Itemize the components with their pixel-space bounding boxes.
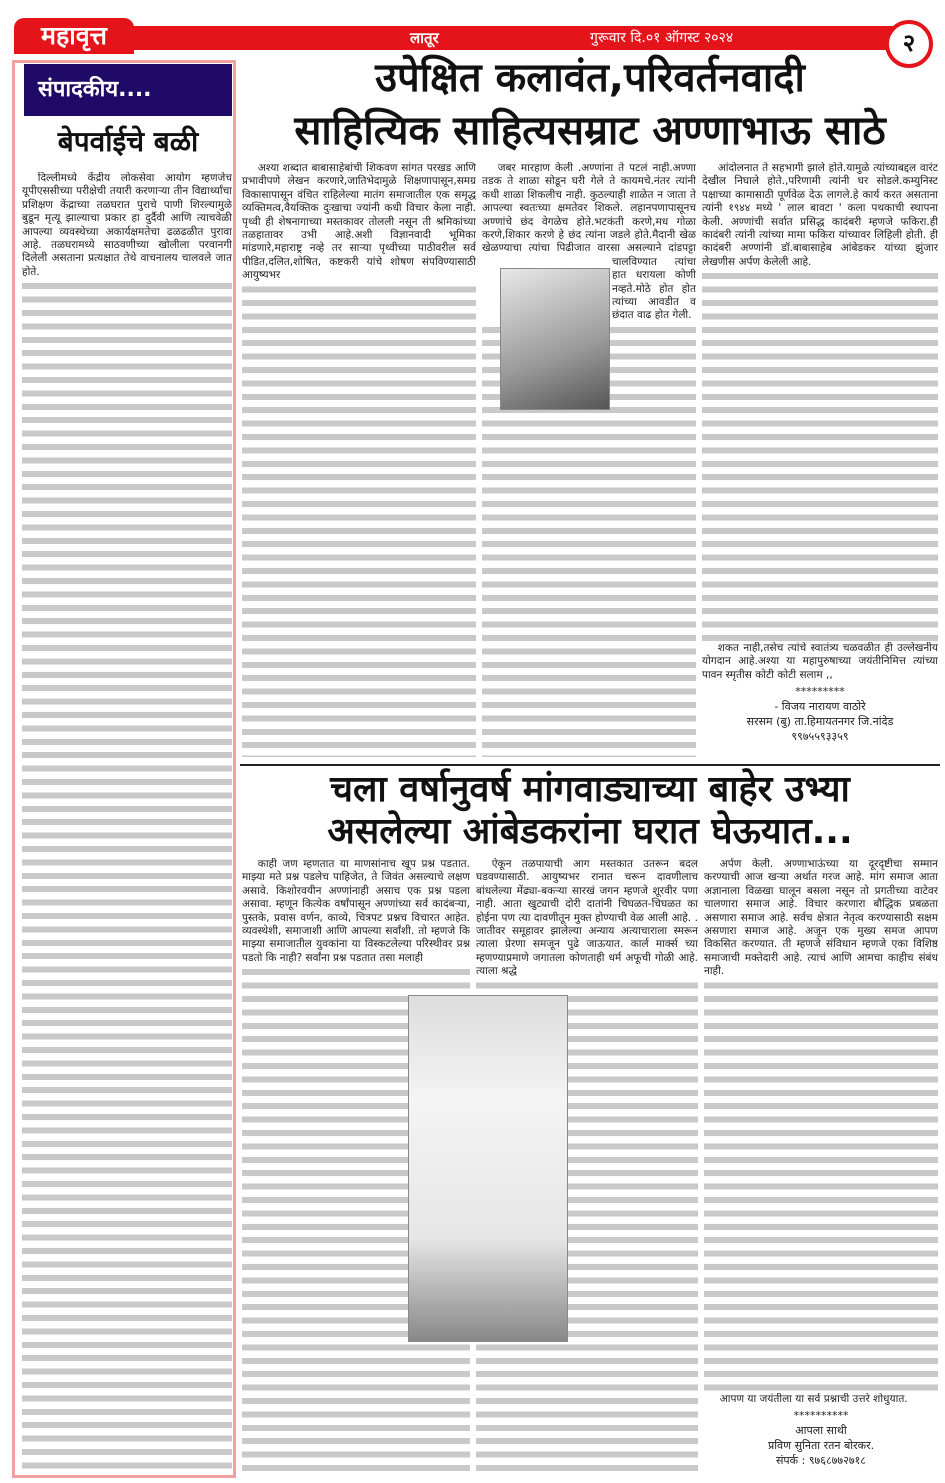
article1-headline-line1: उपेक्षित कलावंत,परिवर्तनवादी	[375, 55, 805, 101]
author-name: - विजय नारायण वाठोरे	[774, 700, 866, 713]
article2-text: अर्पण केली. अण्णाभाऊंच्या या दूरदृष्टीचा सम्मान करण्याची आज खऱ्या अर्थात गरज आहे. मांग समाज आता अज्ञानाला विळखा घालून बसला नसून तो प्रगतीच्या वाटेवर चालणारा समाज आहे. विचार करणारा बौद्धिक प्रबळता असणारा समाज आहे. सर्वच क्षेत्रात नेतृत्व करण्यासाठी सक्षम असणारा समाज आहे. अजून एक मुख्य समज आपण विकसित करण्यात. ती म्हणजे संविधान म्हणजे एका विशिष्ठ समाजाची मक्तेदारी आहे. त्याचं आणि आमचा काहीच संबंध नाही.	[704, 858, 938, 978]
article1-text: आंदोलनात ते सहभागी झाले होते.यामुळे त्यांच्याबद्दल वारंट देखील निघाले होते.,परिणामी त्यांनी घर सोडले.कम्युनिस्ट पक्षाच्या कामासाठी पूर्णवेळ देऊ लागले.हे कार्य करत असताना त्यांनी १९४४ मध्ये ' लाल बावटा ' कला पथकाची स्थापना केली. अण्णांची सर्वात प्रसिद्ध कादंबरी म्हणजे फकिरा.ही कादंबरी त्यांनी त्यांच्या मामा फकिरा यांच्यावर लिहिली होती. ही कादंबरी अण्णांनी डॉ.बाबासाहेब आंबेडकर यांच्या झुंजार लेखणीस अर्पण केलेली आहे.	[702, 162, 938, 268]
signoff: आपला साथी	[795, 1424, 847, 1437]
annabhau-sathe-full-photo	[408, 995, 568, 1342]
article1-signature	[702, 684, 938, 744]
article2-headline-line1: चला वर्षानुवर्ष मांगवाड्याच्या बाहेर उभ्या	[330, 769, 850, 810]
newspaper-logo: महावृत्त	[14, 18, 134, 54]
article1-text: अश्या शब्दात बाबासाहेबांची शिकवण सांगत परखड आणि प्रभावीपणे लेखन करणारे,जातिभेदामुळे शिक्षणापासून,समग्र विकासापासून वंचित राहिलेल्या मातंग समाजातील एक समृद्ध व्यक्तिमत्व,वैयक्तिक दुःखाचा ज्यांनी कधी विचार केला नाही. पृथ्वी ही शेषनागाच्या मस्तकावर तोलली नसून ती श्रमिकांच्या तळहातावर उभी आहे.अशी विज्ञानवादी भूमिका मांडणारे,महाराष्ट्र नव्हे तर साऱ्या पृथ्वीच्या पाठीवरील सर्व पीडित,दलित,शोषित, कष्टकरी यांचे शोषण संपविण्यासाठी आयुष्यभर	[242, 162, 476, 282]
closing-text: आपण या जयंतीला या सर्व प्रश्नाची उत्तरे शोधुयात.	[704, 1393, 938, 1406]
closing-text: शकत नाही,तसेच त्यांचे स्वातंत्र्य चळवळीत ही उल्लेखनीय योगदान आहे.अश्या या महापुरुषाच्या जयंतीनिमित्त त्यांच्या पावन स्मृतीस कोटी कोटी सलाम ,,	[702, 642, 938, 681]
separator-stars: **********	[793, 1409, 849, 1422]
editorial-headline: बेपर्वाईचे बळी	[57, 125, 199, 158]
separator-stars: *********	[795, 685, 845, 698]
annabhau-sathe-portrait	[500, 268, 610, 410]
article1-column-1	[242, 162, 476, 757]
edition-city: लातूर	[410, 29, 439, 47]
page-number: २	[885, 20, 933, 68]
editorial-text: दिल्लीमध्ये केंद्रीय लोकसेवा आयोग म्हणजेच यूपीएससीच्या परीक्षेची तयारी करणाऱ्या तीन विद्यार्थ्यांचा प्रशिक्षण केंद्राच्या तळघरात पुराचे पाणी शिरल्यामुळे बुडून मृत्यू झाल्याचा प्रकार हा दुर्दैवी आणि त्याचवेळी आपल्या व्यवस्थेच्या अकार्यक्षमतेचा ढळढळीत पुरावा आहे. तळघरामध्ये साठवणीच्या खोलीला परवानगी दिलेली असताना प्रत्यक्षात तेथे वाचनालय चालवले जात होते.	[22, 172, 232, 278]
author-address: सरसम (बु) ता.हिमायतनगर जि.नांदेड	[746, 715, 894, 728]
author-contact: संपर्क : ९७६८७७२७१८	[775, 1454, 867, 1467]
article1-column-2	[482, 162, 696, 757]
article2-headline-line2: असलेल्या आंबेडकरांना घरात घेऊयात...	[327, 811, 853, 852]
article2-column-3	[704, 858, 938, 1398]
editorial-tag: संपादकीय....	[24, 64, 232, 116]
author-phone: ९९७५५९३३५९	[791, 730, 849, 743]
article2-closing	[704, 1393, 938, 1407]
masthead-band	[117, 26, 912, 50]
editorial-body	[22, 172, 232, 1472]
author-name: प्रविण सुनिता रतन बोरकर.	[767, 1439, 875, 1452]
article2-text: ऐकून तळपायाची आग मस्तकात उतरून बदल घडवण्यासाठी. आयुष्यभर रानात चरून दावणीलाच बांधलेल्या मेंढ्या-बकऱ्या सारखं जगन म्हणजे शूरवीर पणा नाही. आता खुट्याची दोरी दातांनी चिघळत-चिघळत का होईना पण त्या दावणीतून मुक्त होण्याची वेळ आली आहे. . जातीवर समूहावर झालेल्या अन्याय अत्याचाराला स्मरून त्याला प्रेरणा समजून पुढे जाऊयात. कार्ल मार्क्स च्या म्हणण्याप्रमाणे जगातला कोणताही धर्म अफूची गोळी आहे. त्याला श्रद्धे	[476, 858, 698, 978]
masthead	[0, 8, 945, 57]
section-divider	[240, 764, 940, 766]
article2-signature	[704, 1408, 938, 1468]
issue-date: गुरूवार दि.०१ ऑगस्ट २०२४	[590, 30, 734, 46]
article1-column-3	[702, 162, 938, 642]
article1-closing	[702, 642, 938, 682]
article2-text: काही जण म्हणतात या माणसांनाच खूप प्रश्न पडतात. माझ्या मते प्रश्न पडलेच पाहिजेत, ते जिवंत असल्याचे लक्षण असावे. किशोरवयीन अण्णांनाही असाच एक प्रश्न पडला असावा. म्हणून कित्येक वर्षांपासून अण्णांच्या सर्व कादंबऱ्या, पुस्तके, प्रवास वर्णन, काव्ये, चित्रपट प्रश्नच विचारत आहेत. व्यवस्थेशी, समाजाशी आणि आपल्या सर्वांशी. तो म्हणजे कि माझ्या समाजातील युवकांना या विस्कटलेल्या परिस्थीवर प्रश्न पडतो कि नाही? सर्वांना प्रश्न पडतात तसा मलाही	[242, 858, 470, 964]
article1-text: जबर मारहाण केली .अण्णांना ते पटलं नाही.अण्णा तडक ते शाळा सोडून घरी गेले ते कायमचे.नंतर त्यांनी कधी शाळा शिकलीच नाही. कुठल्याही शाळेत न जाता ते आपल्या स्वतःच्या क्षमतेवर शिकले. लहानपणापासूनच अण्णांचे छंद वेगळेच होते.भटकंती करणे,मध गोळा करणे,शिकार करणे हे छंद त्यांना जडले होते.मैदानी खेळ खेळण्याचा त्यांचा पिढीजात वारसा असल्याने दांडपट्टा चालविण्यात त्यांचा हात धरायला कोणी नव्हते.मोठे होत होत त्यांच्या आवडीत व छंदात वाढ होत गेली.	[482, 162, 696, 322]
article1-headline-line2: साहित्यिक साहित्यसम्राट अण्णाभाऊ साठे	[294, 108, 886, 154]
